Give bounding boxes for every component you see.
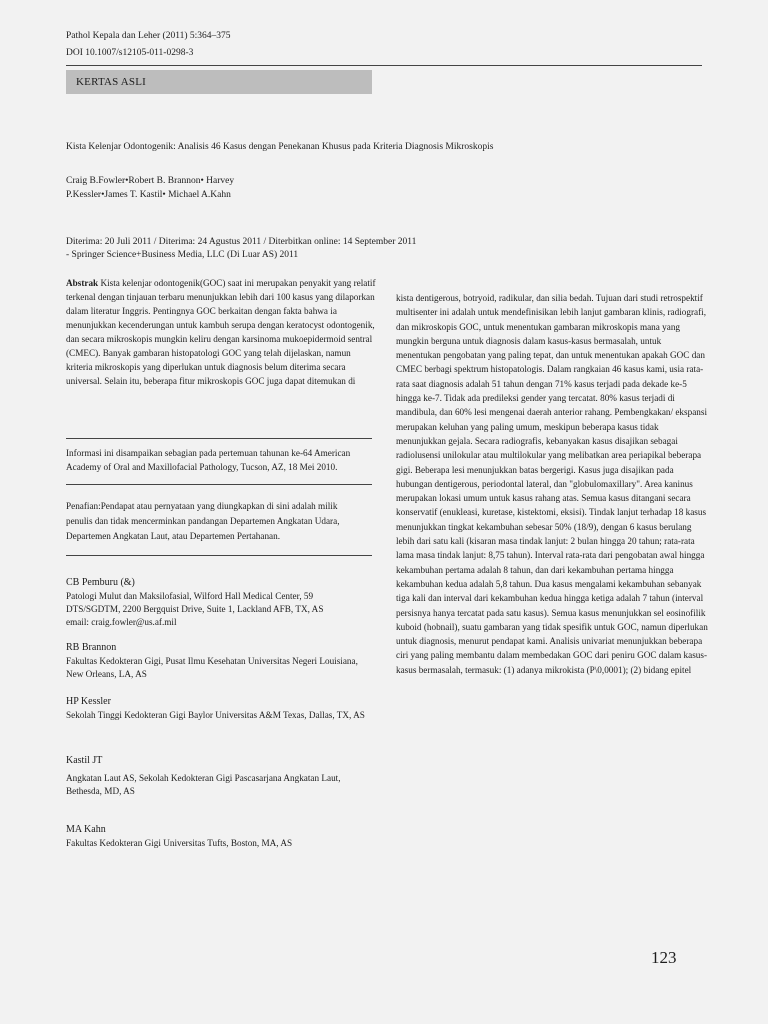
abstract-continuation: kista dentigerous, botryoid, radikular, dan silia bedah. Tujuan dari studi retrospektif multisenter ini adalah untuk mendefinisikan lebih lanjut gambaran klinis, radiografi, dan mikroskopis GOC, untuk menentukan gambaran mikroskopis mana yang mungkin berguna untuk diagnosis dalam kasus-kasus bermasalah, untuk menentukan pengobatan yang paling tepat, dan untuk menentukan apakah GOC dan CMEC berbagi spektrum histopatologis. Dalam rangkaian 46 kasus kami, usia rata-rata saat diagnosis adalah 51 tahun dengan 71% kasus terjadi pada dekade ke-5 hingga ke-7. Tidak ada predileksi gender yang tercatat. 80% kasus terjadi di mandibula, dan 60% lesi mengenai daerah anterior rahang. Pembengkakan/ ekspansi merupakan keluhan yang paling umum, meskipun beberapa kasus tidak menunjukkan gejala. Secara radiografis, kebanyakan kasus disajikan sebagai radiolusensi unilokular atau multilokular yang melibatkan area periapikal beberapa gigi. Beberapa lesi menunjukkan batas bergerigi. Kasus juga disajikan pada hubungan dentigerous, periodontal lateral, dan "globulomaxillary". Area kaninus merupakan lokasi umum untuk kasus rahang atas. Semua kasus ditangani secara konservatif (enukleasi, kuretase, kistektomi, eksisi). Tindak lanjut terhadap 18 kasus menunjukkan tingkat kekambuhan sebesar 50% (18/9), dengan 6 kasus berulang lebih dari satu kali (kisaran masa tindak lanjut: 2 bulan hingga 20 tahun; rata-rata lama masa tindak lanjut: 8,75 tahun). Interval rata-rata dari pengobatan awal hingga kekambuhan pertama adalah 8 tahun, dan dari kekambuhan pertama hingga kekambuhan kedua adalah 5,8 tahun. Dua kasus mengalami kekambuhan sebanyak tiga kali dan interval dari kekambuhan kedua hingga ketiga adalah 7 tahun (interval persisnya hanya tercatat pada satu kasus). Semua kasus menunjukkan sel eosinofilik kuboid (hobnail), suatu gambaran yang tidak spesifik untuk GOC, namun diperlukan untuk diagnosis, menurut pendapat kami. Analisis univariat menunjukkan beberapa ciri yang paling membantu dalam membedakan GOC dari peniru GOC dalam kasus-kasus bermasalah, termasuk: (1) adanya mikrokista (P\0,0001); (2) bidang epitel — [396, 293, 708, 675]
copyright-line: - Springer Science+Business Media, LLC (Di Luar AS) 2011 — [66, 250, 299, 260]
abstract-text: Kista kelenjar odontogenik(GOC) saat ini merupakan penyakit yang relatif terkenal dengan tinjauan terbaru menunjukkan lebih dari 100 kasus yang dilaporkan dalam literatur Inggris. Pentingnya GOC berkaitan dengan fakta bahwa ia menunjukkan kecenderungan untuk kambuh serupa dengan keratocyst odontogenik, dan secara mikroskopis mungkin keliru dengan karsinoma mukoepidermoid sentral (CMEC). Banyak gambaran histopatologi GOC yang telah dijelaskan, namun kriteria mikroskopis yang diperlukan untuk diagnosis belum diterima secara universal. Selain itu, beberapa fitur mikroskopis GOC juga dapat ditemukan di — [66, 278, 376, 386]
received-dates: Diterima: 20 Juli 2011 / Diterima: 24 Agustus 2011 / Diterbitkan online: 14 September 2011 — [66, 237, 417, 247]
affiliation-address: Sekolah Tinggi Kedokteran Gigi Baylor Universitas A&M Texas, Dallas, TX, AS — [66, 710, 365, 720]
affiliation-address: Fakultas Kedokteran Gigi Universitas Tufts, Boston, MA, AS — [66, 838, 293, 848]
footnote-rule-mid — [66, 484, 372, 485]
article-title: Kista Kelenjar Odontogenik: Analisis 46 Kasus dengan Penekanan Khusus pada Kriteria Diagnosis Mikroskopis — [66, 142, 494, 152]
affiliation-address: Angkatan Laut AS, Sekolah Kedokteran Gigi Pascasarjana Angkatan Laut, Bethesda, MD, AS — [66, 773, 341, 796]
affiliation-kessler — [66, 695, 366, 722]
doi: DOI 10.1007/s12105-011-0298-3 — [66, 48, 194, 58]
article-type-label: KERTAS ASLI — [66, 70, 372, 94]
affiliation-name: CB Pemburu (&) — [66, 577, 135, 588]
affiliation-name: MA Kahn — [66, 824, 106, 835]
affiliation-kastil — [66, 754, 362, 798]
affiliation-kahn — [66, 823, 386, 850]
abstract-label: Abstrak — [66, 278, 99, 288]
affiliation-brannon — [66, 641, 366, 681]
affiliation-name: RB Brannon — [66, 642, 117, 653]
header-rule — [66, 65, 702, 66]
affiliation-name: Kastil JT — [66, 755, 103, 766]
publication-dates — [66, 236, 486, 262]
affiliation-name: HP Kessler — [66, 696, 111, 707]
author-line-1: Craig B.Fowler•Robert B. Brannon• Harvey — [66, 176, 235, 186]
footnote-rule-bottom — [66, 555, 372, 556]
journal-citation: Pathol Kepala dan Leher (2011) 5:364–375 — [66, 31, 231, 41]
footnote-rule-top — [66, 438, 372, 439]
page-number: 123 — [651, 948, 677, 967]
abstract — [66, 276, 376, 388]
author-line-2: P.Kessler•James T. Kastil• Michael A.Kahn — [66, 190, 231, 200]
disclaimer: Penafian:Pendapat atau pernyataan yang diungkapkan di sini adalah milik penulis dan tidak mencerminkan pandangan Departemen Angkatan Udara, Departemen Angkatan Laut, atau Departemen Pertahanan. — [66, 501, 340, 541]
affiliation-address: Patologi Mulut dan Maksilofasial, Wilford Hall Medical Center, 59 DTS/SGDTM, 2200 Bergquist Drive, Suite 1, Lackland AFB, TX, AS email: craig.fowler@us.af.mil — [66, 591, 324, 627]
affiliation-address: Fakultas Kedokteran Gigi, Pusat Ilmu Kesehatan Universitas Negeri Louisiana, New Orleans, LA, AS — [66, 656, 358, 679]
presentation-note: Informasi ini disampaikan sebagian pada pertemuan tahunan ke-64 American Academy of Oral and Maxillofacial Pathology, Tucson, AZ, 18 Mei 2010. — [66, 448, 351, 472]
affiliation-fowler — [66, 576, 366, 629]
author-list — [66, 174, 234, 202]
